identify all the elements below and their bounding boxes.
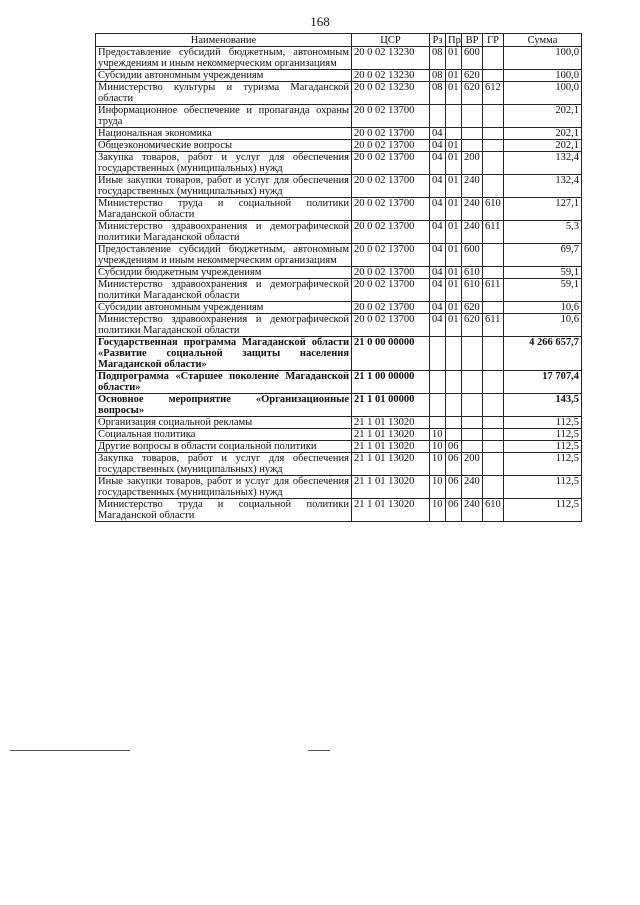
row-rz-cell: 04: [430, 267, 446, 279]
table-row: [96, 417, 582, 429]
row-amount-cell: 112,5: [504, 441, 582, 453]
row-amount-cell: 10,6: [504, 314, 582, 337]
table-row: [96, 371, 582, 394]
header-amount: Сумма: [504, 34, 582, 47]
header-csr: ЦСР: [352, 34, 430, 47]
header-vr: ВР: [462, 34, 483, 47]
row-csr-cell: 21 1 01 13020: [352, 453, 430, 476]
row-rz-cell: 04: [430, 152, 446, 175]
table-row: [96, 221, 582, 244]
row-gr-cell: 610: [483, 499, 504, 522]
row-name-cell: Субсидии бюджетным учреждениям: [96, 267, 352, 279]
row-pr-cell: 06: [446, 441, 462, 453]
row-gr-cell: [483, 441, 504, 453]
row-gr-cell: [483, 453, 504, 476]
row-pr-cell: 01: [446, 47, 462, 70]
table-row: [96, 105, 582, 128]
page-number: 168: [310, 14, 330, 29]
table-row: [96, 441, 582, 453]
row-gr-cell: [483, 140, 504, 152]
row-gr-cell: 612: [483, 82, 504, 105]
row-amount-cell: 5,3: [504, 221, 582, 244]
row-gr-cell: [483, 244, 504, 267]
row-name-cell: Информационное обеспечение и пропаганда охраны труда: [96, 105, 352, 128]
row-name-cell: Национальная экономика: [96, 128, 352, 140]
row-name-cell: Министерство здравоохранения и демографической политики Магаданской области: [96, 279, 352, 302]
row-rz-cell: 08: [430, 47, 446, 70]
table-row: [96, 314, 582, 337]
row-name-cell: Общеэкономические вопросы: [96, 140, 352, 152]
row-pr-cell: 01: [446, 152, 462, 175]
footnote-separator-right: [308, 750, 330, 751]
row-csr-cell: 20 0 02 13700: [352, 140, 430, 152]
row-pr-cell: [446, 337, 462, 371]
table-row: [96, 198, 582, 221]
row-amount-cell: 112,5: [504, 453, 582, 476]
row-name-cell: Министерство культуры и туризма Магаданской области: [96, 82, 352, 105]
row-vr-cell: 620: [462, 314, 483, 337]
table-row: [96, 337, 582, 371]
row-vr-cell: [462, 105, 483, 128]
row-csr-cell: 20 0 02 13700: [352, 128, 430, 140]
row-vr-cell: 240: [462, 221, 483, 244]
row-amount-cell: 59,1: [504, 267, 582, 279]
row-name-cell: Субсидии автономным учреждениям: [96, 302, 352, 314]
table-row: [96, 267, 582, 279]
row-gr-cell: [483, 267, 504, 279]
row-amount-cell: 17 707,4: [504, 371, 582, 394]
row-amount-cell: 100,0: [504, 47, 582, 70]
row-csr-cell: 20 0 02 13700: [352, 105, 430, 128]
row-rz-cell: 04: [430, 198, 446, 221]
row-csr-cell: 21 1 01 13020: [352, 417, 430, 429]
row-pr-cell: 01: [446, 279, 462, 302]
row-csr-cell: 20 0 02 13700: [352, 175, 430, 198]
row-rz-cell: 04: [430, 244, 446, 267]
row-csr-cell: 21 1 01 13020: [352, 441, 430, 453]
row-rz-cell: 04: [430, 221, 446, 244]
row-rz-cell: 04: [430, 140, 446, 152]
row-csr-cell: 21 1 00 00000: [352, 371, 430, 394]
row-gr-cell: [483, 152, 504, 175]
table-row: [96, 175, 582, 198]
row-gr-cell: [483, 70, 504, 82]
row-rz-cell: 08: [430, 70, 446, 82]
table-row: [96, 140, 582, 152]
row-rz-cell: 04: [430, 314, 446, 337]
row-gr-cell: [483, 476, 504, 499]
row-vr-cell: 620: [462, 82, 483, 105]
row-rz-cell: 04: [430, 128, 446, 140]
row-pr-cell: 01: [446, 175, 462, 198]
row-gr-cell: [483, 128, 504, 140]
row-pr-cell: 01: [446, 70, 462, 82]
row-amount-cell: 132,4: [504, 175, 582, 198]
row-rz-cell: 10: [430, 429, 446, 441]
row-gr-cell: 611: [483, 279, 504, 302]
row-amount-cell: 59,1: [504, 279, 582, 302]
row-vr-cell: 240: [462, 476, 483, 499]
row-pr-cell: 06: [446, 453, 462, 476]
row-gr-cell: [483, 105, 504, 128]
header-gr: ГР: [483, 34, 504, 47]
table-row: [96, 152, 582, 175]
row-gr-cell: [483, 371, 504, 394]
row-vr-cell: [462, 441, 483, 453]
row-amount-cell: 4 266 657,7: [504, 337, 582, 371]
table-row: [96, 128, 582, 140]
row-gr-cell: 611: [483, 221, 504, 244]
row-csr-cell: 20 0 02 13700: [352, 314, 430, 337]
row-pr-cell: [446, 394, 462, 417]
row-csr-cell: 21 1 01 13020: [352, 429, 430, 441]
header-row: [96, 34, 582, 47]
row-amount-cell: 127,1: [504, 198, 582, 221]
row-rz-cell: 04: [430, 175, 446, 198]
row-amount-cell: 202,1: [504, 140, 582, 152]
row-vr-cell: [462, 128, 483, 140]
row-pr-cell: 06: [446, 476, 462, 499]
row-vr-cell: 620: [462, 70, 483, 82]
row-rz-cell: 10: [430, 476, 446, 499]
row-pr-cell: [446, 128, 462, 140]
row-amount-cell: 132,4: [504, 152, 582, 175]
row-csr-cell: 20 0 02 13700: [352, 244, 430, 267]
row-pr-cell: [446, 371, 462, 394]
table-row: [96, 47, 582, 70]
row-csr-cell: 21 0 00 00000: [352, 337, 430, 371]
row-name-cell: Субсидии автономным учреждениям: [96, 70, 352, 82]
row-rz-cell: 08: [430, 82, 446, 105]
header-name: Наименование: [96, 34, 352, 47]
row-amount-cell: 112,5: [504, 476, 582, 499]
row-name-cell: Предоставление субсидий бюджетным, автономным учреждениям и иным некоммерческим организациям: [96, 244, 352, 267]
row-amount-cell: 112,5: [504, 429, 582, 441]
row-rz-cell: 10: [430, 441, 446, 453]
row-vr-cell: 620: [462, 302, 483, 314]
footnote-separator-left: [10, 750, 130, 751]
row-name-cell: Другие вопросы в области социальной политики: [96, 441, 352, 453]
row-amount-cell: 69,7: [504, 244, 582, 267]
row-amount-cell: 112,5: [504, 499, 582, 522]
row-name-cell: Основное мероприятие «Организационные вопросы»: [96, 394, 352, 417]
row-gr-cell: [483, 47, 504, 70]
row-pr-cell: 01: [446, 302, 462, 314]
table-row: [96, 244, 582, 267]
row-name-cell: Социальная политика: [96, 429, 352, 441]
row-name-cell: Организация социальной рекламы: [96, 417, 352, 429]
table-row: [96, 476, 582, 499]
row-csr-cell: 20 0 02 13700: [352, 198, 430, 221]
row-name-cell: Иные закупки товаров, работ и услуг для обеспечения государственных (муниципальных) нужд: [96, 175, 352, 198]
row-rz-cell: [430, 371, 446, 394]
row-gr-cell: 611: [483, 314, 504, 337]
row-amount-cell: 100,0: [504, 70, 582, 82]
row-pr-cell: [446, 429, 462, 441]
row-name-cell: Министерство труда и социальной политики Магаданской области: [96, 499, 352, 522]
row-gr-cell: [483, 429, 504, 441]
row-vr-cell: 600: [462, 244, 483, 267]
row-csr-cell: 20 0 02 13230: [352, 70, 430, 82]
row-vr-cell: 240: [462, 175, 483, 198]
row-csr-cell: 20 0 02 13700: [352, 152, 430, 175]
row-amount-cell: 202,1: [504, 128, 582, 140]
table-row: [96, 394, 582, 417]
row-pr-cell: 01: [446, 314, 462, 337]
row-csr-cell: 20 0 02 13230: [352, 82, 430, 105]
row-vr-cell: [462, 394, 483, 417]
row-csr-cell: 21 1 01 13020: [352, 499, 430, 522]
row-amount-cell: 143,5: [504, 394, 582, 417]
row-csr-cell: 21 1 01 00000: [352, 394, 430, 417]
row-pr-cell: 01: [446, 140, 462, 152]
header-pr: Пр: [446, 34, 462, 47]
row-pr-cell: [446, 105, 462, 128]
row-amount-cell: 100,0: [504, 82, 582, 105]
row-csr-cell: 20 0 02 13700: [352, 279, 430, 302]
row-rz-cell: 10: [430, 453, 446, 476]
row-vr-cell: [462, 337, 483, 371]
table-row: [96, 429, 582, 441]
row-gr-cell: [483, 337, 504, 371]
row-vr-cell: [462, 417, 483, 429]
table-header: [96, 34, 582, 47]
row-gr-cell: [483, 417, 504, 429]
row-vr-cell: [462, 371, 483, 394]
table-row: [96, 453, 582, 476]
budget-table: [95, 33, 582, 522]
row-name-cell: Закупка товаров, работ и услуг для обеспечения государственных (муниципальных) нужд: [96, 152, 352, 175]
row-rz-cell: [430, 105, 446, 128]
row-csr-cell: 21 1 01 13020: [352, 476, 430, 499]
row-csr-cell: 20 0 02 13230: [352, 47, 430, 70]
row-rz-cell: 04: [430, 302, 446, 314]
row-vr-cell: 610: [462, 279, 483, 302]
row-pr-cell: 01: [446, 82, 462, 105]
row-rz-cell: [430, 394, 446, 417]
row-name-cell: Министерство труда и социальной политики Магаданской области: [96, 198, 352, 221]
row-vr-cell: 240: [462, 499, 483, 522]
table-row: [96, 82, 582, 105]
row-pr-cell: [446, 417, 462, 429]
row-csr-cell: 20 0 02 13700: [352, 221, 430, 244]
row-gr-cell: 610: [483, 198, 504, 221]
row-pr-cell: 06: [446, 499, 462, 522]
row-name-cell: Предоставление субсидий бюджетным, автономным учреждениям и иным некоммерческим организациям: [96, 47, 352, 70]
row-vr-cell: 610: [462, 267, 483, 279]
row-pr-cell: 01: [446, 198, 462, 221]
row-pr-cell: 01: [446, 244, 462, 267]
row-gr-cell: [483, 302, 504, 314]
row-vr-cell: [462, 140, 483, 152]
row-gr-cell: [483, 175, 504, 198]
row-vr-cell: 200: [462, 152, 483, 175]
row-csr-cell: 20 0 02 13700: [352, 302, 430, 314]
row-vr-cell: [462, 429, 483, 441]
row-amount-cell: 10,6: [504, 302, 582, 314]
table-row: [96, 302, 582, 314]
row-name-cell: Министерство здравоохранения и демографической политики Магаданской области: [96, 221, 352, 244]
row-gr-cell: [483, 394, 504, 417]
header-rz: Рз: [430, 34, 446, 47]
row-name-cell: Закупка товаров, работ и услуг для обеспечения государственных (муниципальных) нужд: [96, 453, 352, 476]
row-name-cell: Подпрограмма «Старшее поколение Магаданской области»: [96, 371, 352, 394]
row-amount-cell: 202,1: [504, 105, 582, 128]
row-vr-cell: 600: [462, 47, 483, 70]
row-pr-cell: 01: [446, 221, 462, 244]
table-row: [96, 279, 582, 302]
row-csr-cell: 20 0 02 13700: [352, 267, 430, 279]
table-body: [96, 47, 582, 522]
row-name-cell: Государственная программа Магаданской области «Развитие социальной защиты населения Магаданской области»: [96, 337, 352, 371]
row-rz-cell: [430, 337, 446, 371]
row-name-cell: Министерство здравоохранения и демографической политики Магаданской области: [96, 314, 352, 337]
row-pr-cell: 01: [446, 267, 462, 279]
row-rz-cell: [430, 417, 446, 429]
row-rz-cell: 10: [430, 499, 446, 522]
table-row: [96, 70, 582, 82]
row-name-cell: Иные закупки товаров, работ и услуг для обеспечения государственных (муниципальных) нужд: [96, 476, 352, 499]
row-vr-cell: 200: [462, 453, 483, 476]
table-row: [96, 499, 582, 522]
row-amount-cell: 112,5: [504, 417, 582, 429]
row-rz-cell: 04: [430, 279, 446, 302]
row-vr-cell: 240: [462, 198, 483, 221]
